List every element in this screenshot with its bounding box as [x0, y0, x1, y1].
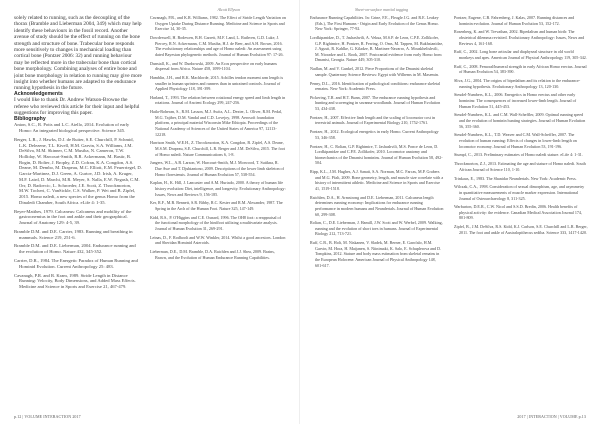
reference-item: Nadlan, M. and V. Gunkel, 2012. Piece Proportions of the Dmanisi skeletal sample. Quaternary Science Reviews: Egypt with Wilhems in M. Masemin. [310, 66, 439, 77]
reference-item: Raichlen, D.A., H. Armstrong and D.E. Lieberman, 2011. Calcaneus length determines running economy: Implications for endurance running performance in modern humans and Neandertals. Journal of Human Evolution 60, 299-308. [310, 194, 444, 217]
reference-item: Endurance Running Capabilities. In: Grine, F.E., Fleagle J.G. and R.E. Leakey (Eds.), The First Humans - Origin and Early Evolution of the Genus Homo. New York: Springer, 77-92. [310, 15, 439, 32]
reference-item: Jungers, W.L., A.B. Larson, W. Harcourt-Smith, M.J. Morwood, T. Sutikna, R. Due Awe and T. Djubiantono, 2009. Descriptions of the lower limb skeleton of Homo floresiensis. Journal of Human Evolution 57, 538-554. [150, 160, 284, 177]
reference-item: Rolian, C., D.E. Lieberman, J. Hamill, J.W. Scott and W. Werbel, 2009. Walking, running and the evolution of short toes in humans. Journal of Experimental Biology 212, 713-721. [310, 220, 443, 237]
reference-item: Pontzer, H., 2012. Ecological energetics in early Homo. Current Anthropology 53, 346-358. [310, 129, 439, 140]
reference-item: Pontzer, H., C. Rolian, G.P. Rightmire, T. Jashashvili, M.S. Ponce de Leon, D. Lordkipanidze and C.P.E. Zollikofer, 2010. Locomotor anatomy and biomechanics of the Dmanisi hominins. Journal of Human Evolution 58, 492-504. [310, 143, 443, 166]
reference-item: Cavanagh, P.R., and K.R. Williams, 1982. The Effect of Stride Length Variation on Oxygen Uptake During Distance Running. Medicine and Science in Sports and Exercise 14, 30-35. [150, 15, 286, 32]
reference-item: Dunstall, K., and W. Dunbowski, 2009. An Ecos perspective on early humans dispersal from Africa. Nature 458, 1099-1104. [150, 60, 278, 72]
reference-item: Pontzer, Eugene, C.B. Fahrenberg, J. Kalas, 2007. Running distances and hominin evolution. Journal of Human Evolution 53, 152-172. [454, 15, 575, 26]
left-col1-reference-list [14, 122, 142, 289]
reference-item: Pickering, T.R. and H.T. Bunn, 2007. The endurance running hypothesis and hunting and scavenging in savanna-woodlands. Journal of Human Evolution 53, 434-438. [310, 94, 441, 112]
reference-item: Warburton, D.E.R., C.W. Nicol and S.S.D. Bredin, 2006. Health benefits of physical activity: the evidence. Canadian Medical Association Journal 174, 801-809. [454, 204, 583, 221]
reference-item: Stumpf, C., 2013. Preliminary estimates of Homo naledi stature. eLife 4: 1-31. [454, 152, 583, 158]
reference-item: Cavanagh, P.R. and R. Kram, 1989. Stride Length in Distance Running: Velocity, Body Dimensions, and Added Mass Effects. Medicine and Science in Sports and Exercise 21, 467-479. [14, 272, 136, 289]
reference-item: Kaplan, H., K. Hill, J. Lancaster and A.M. Hurtado, 2000. A theory of human life history evolution: Diet, intelligence, and longevity. Evolutionary Anthropology: Issues, News and Reviews 9, 156-185. [150, 180, 286, 197]
reference-item: Carrier, D.R., 1984. The Energetic Paradox of Human Running and Hominid Evolution. Current Anthropology 25: 483. [14, 257, 138, 269]
reference-item: Throckmorton, Z.J., 2013. Estimating the age and stature of Homo naledi. South African Journal of Science 110, 1-10. [454, 161, 586, 172]
reference-item: Rosenberg, K. and W. Trevathan, 2002. Bipedalism and human birth: The obstetrical dilemma revisited. Evolutionary Anthropology: Issues, News and Reviews 4, 161-168. [454, 29, 585, 46]
right-page-column-2 [454, 15, 588, 413]
reference-item: Dowdeswell, H. Bodewen, B.H. Garrett, M.F. Land, L. Ruthven, G.D. Luke, J. Piercey, R.N. Ackermann, C.M. Musiba, H.J. de Beer, and A.H. Brown, 2016. The evolutionary relationships and age of Homo naledi: An assessment using dated Bayesian phylogenetic methods. Journal of Human Evolution 97: 17-26. [150, 34, 284, 57]
left-running-head: Alcott Ellyson [217, 7, 240, 12]
reference-item: Steudel-Numbers, K.L., 2006. Energetics in Homo erectus and other early hominins: The consequences of increased lower-limb length. Journal of Human Evolution 51, 445-453. [454, 92, 577, 109]
reference-item: Bramble D.M. and D.E. Carrier, 1983. Running and breathing in mammals. Science 219, 251-6. [14, 228, 133, 240]
reference-item: Ruff, C., 2008. Femoral/humeral strength in early African Homo erectus. Journal of Human Evolution 54, 383-390. [454, 63, 587, 75]
reference-item: Ruff, C.B., B. Holt, M. Niskanen, V. Sladek, M. Berner, E. Garofalo, H.M. Garvin, M. Hora, H. Maijanen, S. Niinimaki, K. Salo, E. Schuplerova and D. Tompkins, 2012. Stature and body mass estimation from skeletal remains in the European Holocene. American Journal of Physical Anthropology 148, 601-617. [310, 240, 442, 268]
right-page [300, 0, 600, 424]
acknowledgements-heading: Acknowledgements [14, 90, 63, 97]
reference-item: Lieberman, D.E., D.M. Bramble, D.A. Raichlen and J.J. Shea, 2009. Brains, Brawn, and the Evolution of Human Endurance Running Capabilities. [150, 249, 275, 260]
right-running-head: Sheet-on-surface martial tagging [355, 7, 409, 12]
reference-item: Steudel-Numbers, K.L., T.D. Weaver and C.M. Wall-Scheffler, 2007. The evolution of human running: Effects of changes in lower-limb length on locomotor economy. Journal of Human Evolution 53, 191-196. [454, 132, 577, 149]
reference-item: Penny, D.L., 2016. Identification of pathological conditions: endurance skeletal remains. New York: Academic Press. [310, 80, 441, 92]
right-page-footer: 2017 | INTERACTION | VOLUME p.13 [517, 414, 586, 419]
reference-item: Kidd, R.S., P. O'Higgins and C.E. Oxnard, 1996. The OH8 foot: a reappraisal of the functional morphology of the hindfoot utilizing a multivariate analysis. Journal of Human Evolution 31, 269-291. [150, 214, 281, 231]
reference-item: Steudel-Numbers, K.L. and C.M. Wall-Scheffler, 2009. Optimal running speed and the evolution of hominin hunting strategies. Journal of Human Evolution 56, 355-360. [454, 112, 586, 129]
reference-item: Ripp, K.L., J.M. Hughes, A.J. Sanati, S.A. Norman, M.C. Farcas, M.P. Grabers and M.G. Pfalt, 2009. Bone geometry, length, and muscle size correlate with a history of intermittent athletic. Medicine and Science in Sports and Exercise 41, 1519-1518. [310, 169, 444, 191]
reference-item: Leinas, D., F. Rodhoolt and W.W. Winkler, 2014. Whilst a good ancestors. London and Sheridan Hominid Asteroids. [150, 234, 286, 246]
reference-item: Bramble D.M. and D.E. Lieberman, 2004. Endurance running and the evolution of Homo. Nature 432, 345-352. [14, 243, 136, 255]
reference-item: Harrison Smith, W.E.H., Z. Throckmorton, K.A. Congdon, B. Zipfel, A.S. Deane, M.S.M. Drapeau, S.E. Churchill, L.R. Berger and J.M. DeSilva, 2015. The foot of Homo naledi. Nature Communications 6, 1-8. [150, 140, 285, 157]
reference-item: Lordkipanidze, D., T. Jashashvili, A. Vekua, M.S.P. de Leon, C.P.E. Zollikofer, G.P. Rightmire, H. Pontzer, R. Ferring, O. Oms, M. Tappen, M. Bukhsianidze, J. Agusti, R. Kahlke, G. Kiladze, B. Martinez-Navarro, A. Mouskhelishvili, M. Nioradze and L. Rook, 2007. Postcranial evidence from early Homo from Dmanisi, Georgia. Nature 449, 305-310. [310, 34, 444, 63]
reference-item: Berger, L.R., J. Hawks, D.J. de Ruiter, S.E. Churchill, P. Schmid, L.K. Delezene, T.L. Kivell, H.M. Garvin, S.A. Williams, J.M. DeSilva, M.M. Skinner, C.M. Musiba, N. Cameron, T.W. Holliday, W. Harcourt-Smith, R.R. Ackermann, M. Bastir, B. Bogin, D. Bolter, J. Brophy, Z.D. Cofran, K.A. Congdon, A.S. Deane, M. Dembo, M. Drapeau, M.C. Elliott, E.M. Feuerriegel, D. Garcia-Martinez, D.J. Green, A. Gurtov, J.D. Irish, A. Kruger, M.F. Laird, D. Marchi, M.R. Meyer, S. Nalla, E.W. Negash, C.M. Orr, D. Radovcic, L. Schroeder, J.E. Scott, Z. Throckmorton, M.W. Tocheri, C. VanSickle, C.S. Walker, P. Wei and B. Zipfel, 2015. Homo naledi, a new species of the genus Homo from the Dinaledi Chamber, South Africa. eLife 4: 1-35. [14, 136, 142, 205]
reference-item: Wilczak, C.A., 1998. Consideration of sexual dimorphism, age, and asymmetry in quantitative measurements of muscle marker expression. International Journal of Osteoarchaeology 8, 311-325. [454, 184, 585, 201]
reference-item: Zipfel, B., J.M. DeSilva, R.S. Kidd, K.J. Carlson, S.E. Churchill and L.R. Berger, 2011. The foot and ankle of Australopithecus sediba. Science 333, 1417-1420. [454, 224, 588, 235]
reference-item: Hatla-Boheran, S., R.M. Lasson, M.J. Awitz, A.L. Dexter, L. Oliver, R.M. Pedal, M.G. Tajiber, D.M. Vandal and C.D. Lovejoy, 1998. Aerosoft foundation platform, a principal material Wisconsin Mike Ethiopia. Proceedings of the National Academy of Sciences of the United States of America 97, 12113-12218. [150, 109, 283, 137]
reference-item: Pontzer, H., 2007. Effective limb length and the scaling of locomotor cost in terrestrial animals. Journal of Experimental Biology 210, 1752-1761. [310, 114, 436, 126]
left-page-footer: p.12 | VOLUME INTERACTION 2017 [14, 414, 81, 419]
reference-item: Anton, S.C., R. Potts and L.C. Aiello, 2014. Evolution of early Homo: An integrated biological perspective. Science 345. [14, 122, 130, 133]
reference-item: Beyer-Matthes, 1979. Calcaneus: Calcaneus and mobility of the gastrocnemius in the foot and ankle and their geographical. Journal of Anatomy 129: 4-5, 39. [14, 208, 132, 225]
reference-item: Ruff, C., 2002. Long bone articular and diaphyseal structure in old world monkeys and apes. American Journal of Physical Anthropology 119, 305-342. [454, 49, 587, 60]
reference-item: Sliva, J.G., 2004. The origins of bipedalism and its relation to the endurance-running hypothesis. Evolutionary Anthropology 13, 120-130. [454, 78, 581, 89]
reference-item: Trinkaus, E., 1983. The Shanidar Neandertals. New York: Academic Press. [454, 175, 577, 181]
left-page-column-1 [14, 15, 142, 413]
right-page-column-1 [310, 15, 444, 413]
left-page-column-2 [150, 15, 286, 413]
reference-item: Hamblin, J.H., and R.K. Machlorde, 2015. Achilles tendon moment arm length is smaller in human sprinters and runners than in untrained controls. Journal of Applied Physiology 118, 391-399. [150, 74, 284, 92]
reference-item: Harland, T., 1993. The relation between rotational energy speed and limb length in rotations. Journal of Ancient Ecology 299, 247-256. [150, 94, 286, 106]
reference-item: Ker, R.F., M.B. Bennett, S.R. Bibby, R.C. Kester and R.M. Alexander, 1987. The Spring in the Arch of the Human Foot. Nature 325, 147-149. [150, 200, 283, 211]
bibliography-heading: Bibliography [14, 115, 46, 122]
acknowledgements-text: I would like to thank Dr. Andrew Watson-Browne the referee who reviewed this article for their input and helpful suggestions for improving this paper. [14, 97, 140, 117]
body-paragraph: solely related to running, such as the decoupling of the thorax (Bramble and Lieberman 2004, 349) which may help identify these behaviours in the fossil record. Another avenue of study should be the effect of running on the bone strength and structure of bone. Trabecular bone responds more sensitively to changes in mechanical loading than cortical bone (Pontzer 2006: 32) and running behaviour may be reflected more in the trabecular bone than cortical bone morphology. Combining analyses of entire bone and joint bone morphology in relation to running may give more insight into whether humans are adapted to the endurance running hypothesis in the future. [14, 15, 142, 92]
